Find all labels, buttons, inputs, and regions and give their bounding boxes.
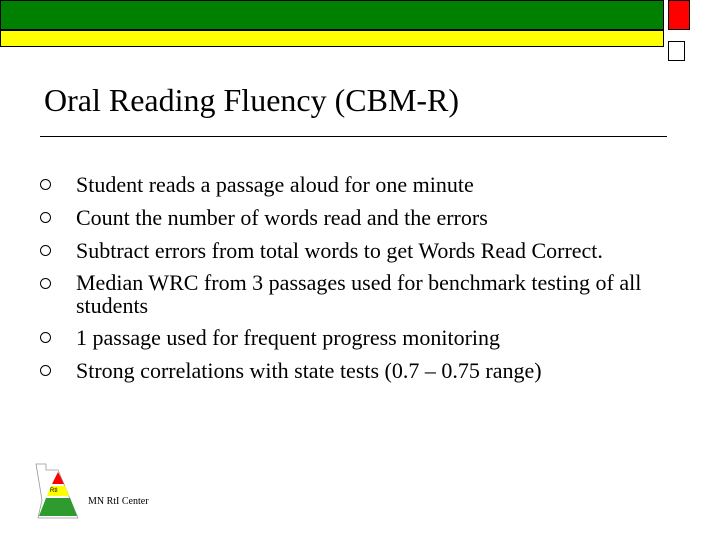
title-divider <box>40 136 667 137</box>
bullet-item <box>40 358 696 383</box>
bullet-text: Subtract errors from total words to get Words Read Correct. <box>76 238 603 263</box>
bullet-text: Median WRC from 3 passages used for benchmark testing of all students <box>76 270 642 318</box>
bullet-item <box>40 325 696 350</box>
circle-bullet-icon <box>40 179 51 190</box>
bullet-text: Strong correlations with state tests (0.7 – 0.75 range) <box>76 358 542 383</box>
corner-red-square <box>668 0 690 30</box>
circle-bullet-icon <box>40 245 51 256</box>
bullet-item <box>40 238 696 263</box>
slide-title: Oral Reading Fluency (CBM-R) <box>44 82 460 118</box>
bullet-item <box>40 172 696 197</box>
bullet-item <box>40 205 696 230</box>
corner-white-square <box>668 41 685 61</box>
logo-label: RtI <box>50 488 58 494</box>
bullet-text: Student reads a passage aloud for one minute <box>76 172 474 197</box>
circle-bullet-icon <box>40 212 51 223</box>
circle-bullet-icon <box>40 332 51 343</box>
circle-bullet-icon <box>40 365 51 376</box>
bullet-text: Count the number of words read and the errors <box>76 205 488 230</box>
bullet-list <box>40 172 696 383</box>
bullet-item <box>40 271 696 317</box>
top-green-bar <box>0 0 664 30</box>
bullet-text: 1 passage used for frequent progress monitoring <box>76 325 501 350</box>
top-yellow-bar <box>0 30 664 47</box>
circle-bullet-icon <box>40 278 51 289</box>
footer-text: MN RtI Center <box>88 496 149 507</box>
